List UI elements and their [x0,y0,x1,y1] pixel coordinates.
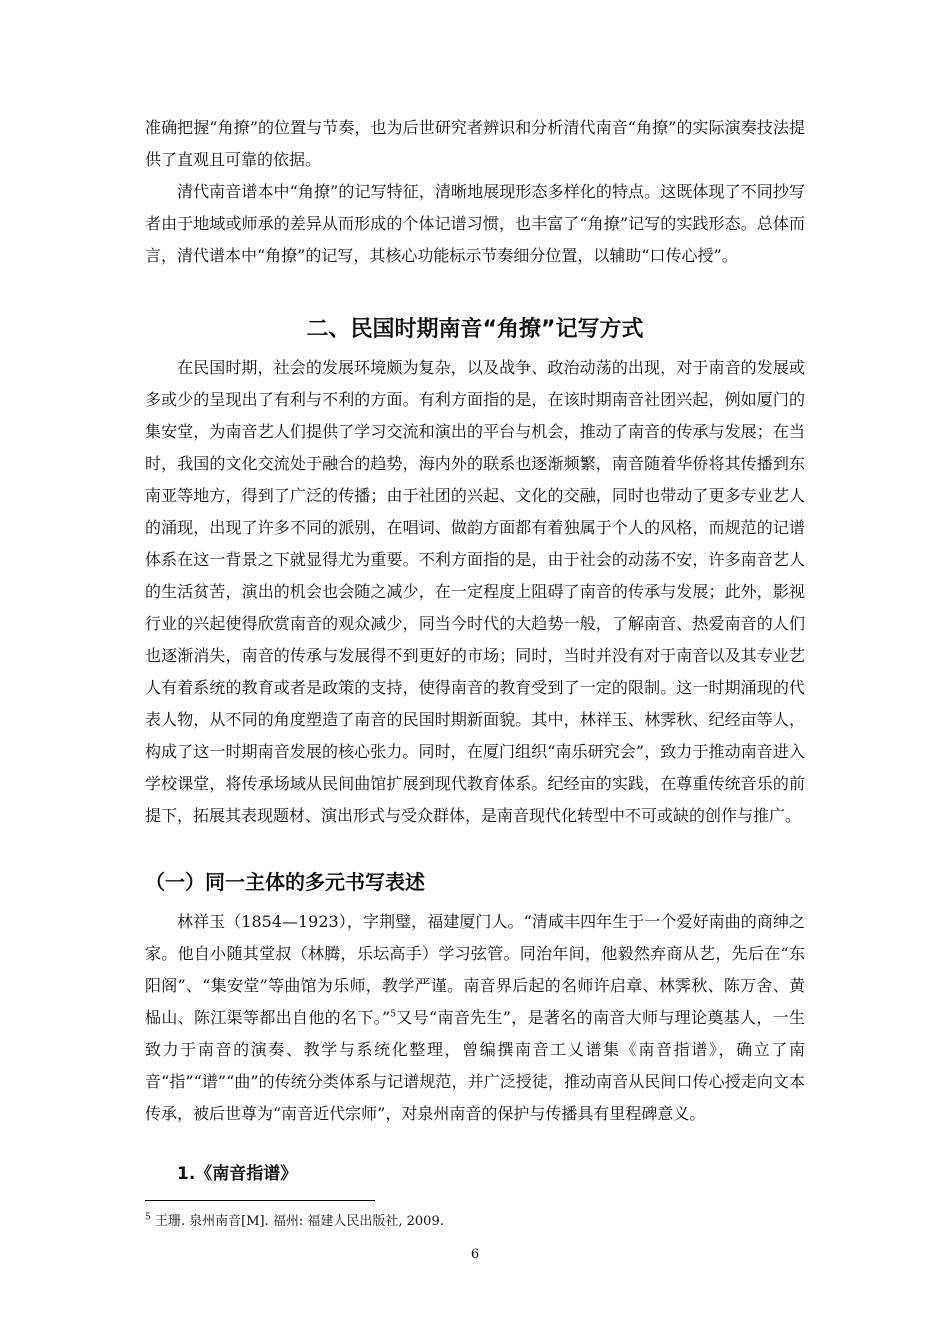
section-paragraph: 在民国时期，社会的发展环境颇为复杂，以及战争、政治动荡的出现，对于南音的发展或多或少的呈现出了有利与不利的方面。有利方面指的是，在该时期南音社团兴起，例如厦门的集安堂，为南音艺人们提供了学习交流和演出的平台与机会，推动了南音的传承与发展；在当时，我国的文化交流处于融合的趋势，海内外的联系也逐渐频繁，南音随着华侨将其传播到东南亚等地方，得到了广泛的传播；由于社团的兴起、文化的交融，同时也带动了更多专业艺人的涌现，出现了许多不同的派别，在唱词、做韵方面都有着独属于个人的风格，而规范的记谱体系在这一背景之下就显得尤为重要。不利方面指的是，由于社会的动荡不安，许多南音艺人的生活贫苦，演出的机会也会随之减少，在一定程度上阻碍了南音的传承与发展；此外，影视行业的兴起使得欣赏南音的观众减少，同当今时代的大趋势一般，了解南音、热爱南音的人们也逐渐消失，南音的传承与发展得不到更好的市场；同时，当时并没有对于南音以及其专业艺人有着系统的教育或者是政策的支持，使得南音的教育受到了一定的限制。这一时期涌现的代表人物，从不同的角度塑造了南音的民国时期新面貌。其中，林祥玉、林霁秋、纪经亩等人，构成了这一时期南音发展的核心张力。同时，在厦门组织“南乐研究会”，致力于推动南音进入学校课堂，将传承场域从民间曲馆扩展到现代教育体系。纪经亩的实践，在尊重传统音乐的前提下，拓展其表现题材、演出形式与受众群体，是南音现代化转型中不可或缺的创作与推广。 [145,358,805,825]
intro-paragraph-1: 准确把握“角撩”的位置与节奏，也为后世研究者辨识和分析清代南音“角撩”的实际演奏技法提供了直观且可靠的依据。 [145,118,805,169]
intro-paragraph-2: 清代南音谱本中“角撩”的记写特征，清晰地展现形态多样化的特点。这既体现了不同抄写者由于地域或师承的差异从而形成的个体记谱习惯，也丰富了“角撩”记写的实践形态。总体而言，清代谱本中“角撩”的记写，其核心功能标示节奏细分位置，以辅助“口传心授”。 [145,182,805,265]
intro-text [145,112,805,272]
item-heading: 1.《南音指谱》 [177,1164,298,1184]
subsection-heading: （一）同一主体的多元书写表述 [145,870,425,894]
subsection-text [145,906,805,1130]
footnote-divider [145,1200,375,1201]
subsection-paragraph-part-b: 又号“南音先生”，是著名的南音大师与理论奠基人，一生致力于南音的演奏、教学与系统化整理，曾编撰南音工乂谱集《南音指谱》，确立了南音“指”“谱”“曲”的传统分类体系与记谱规范，并广泛授徒，推动南音从民间口传心授走向文本传承，被后世尊为“南音近代宗师”，对泉州南音的保护与传播具有里程碑意义。 [145,1008,805,1123]
footnote-reference[interactable]: 5 [390,1009,396,1020]
footnote-text: 王珊. 泉州南音[M]. 福州: 福建人民出版社, 2009. [150,1214,444,1229]
section-heading: 二、民国时期南音“角撩”记写方式 [306,317,644,342]
footnote-number: 5 [145,1212,151,1223]
footnote [145,1210,444,1229]
subsection-paragraph-part-a: 林祥玉（1854—1923），字荆璧，福建厦门人。“清咸丰四年生于一个爱好南曲的商绅之家。他自小随其堂叔（林腾，乐坛高手）学习弦管。同治年间，他毅然弃商从艺，先后在“东阳阁”、“集安堂”等曲馆为乐师，教学严谨。南音界后起的名师许启章、林霁秋、陈万舍、黄榀山、陈江渠等都出自他的名下。” [145,912,805,1027]
section-text [145,352,805,832]
page-number: 6 [470,1247,480,1262]
subsection-paragraph [145,906,805,1130]
